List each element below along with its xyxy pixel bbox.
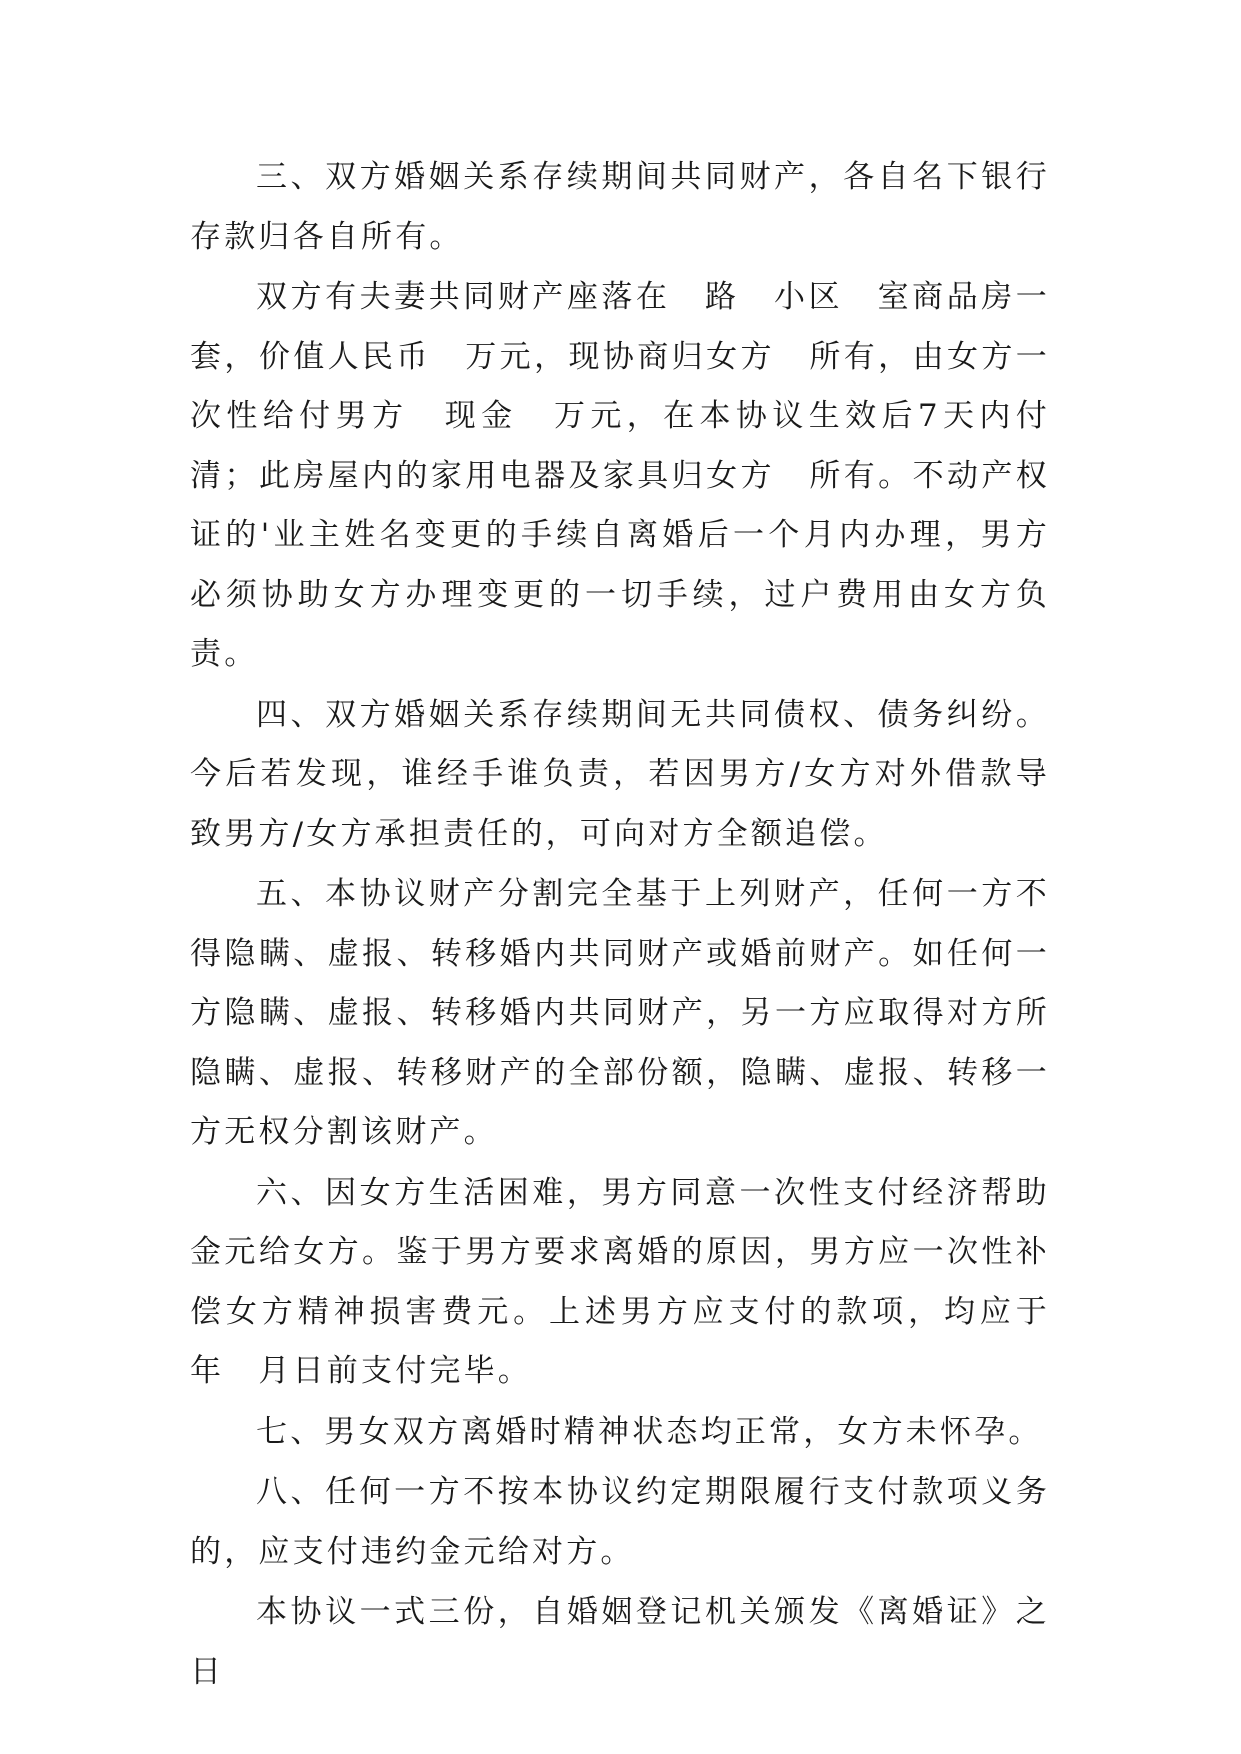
- clause-8-penalty: 八、任何一方不按本协议约定期限履行支付款项义务的，应支付违约金元给对方。: [190, 1474, 1050, 1570]
- document-page: [190, 148, 1085, 1703]
- clause-7-mental-state: 七、男女双方离婚时精神状态均正常，女方未怀孕。: [256, 1413, 1043, 1450]
- clause-3-bank-deposits: 三、双方婚姻关系存续期间共同财产，各自名下银行存款归各自所有。: [190, 159, 1050, 255]
- clause-5-property-division: 五、本协议财产分割完全基于上列财产，任何一方不得隐瞒、虚报、转移婚内共同财产或婚前财产。如任何一方隐瞒、虚报、转移婚内共同财产，另一方应取得对方所隐瞒、虚报、转移财产的全部份额，隐瞒、虚报、转移一方无权分割该财产。: [190, 876, 1050, 1150]
- clause-4-debts: 四、双方婚姻关系存续期间无共同债权、债务纠纷。今后若发现，谁经手谁负责，若因男方/女方对外借款导致男方/女方承担责任的，可向对方全额追偿。: [190, 696, 1050, 852]
- clause-3-real-estate: 双方有夫妻共同财产座落在 路 小区 室商品房一套，价值人民币 万元，现协商归女方 所有，由女方一次性给付男方 现金 万元，在本协议生效后7天内付清；此房屋内的家用电器及家具归女方 所有。不动产权证的'业主姓名变更的手续自离婚后一个月内办理，男方必须协助女方办理变更的一切手续，过户费用由女方负责。: [190, 279, 1050, 672]
- closing-paragraph: 本协议一式三份，自婚姻登记机关颁发《离婚证》之日: [190, 1594, 1050, 1690]
- clause-6-compensation: 六、因女方生活困难，男方同意一次性支付经济帮助金元给女方。鉴于男方要求离婚的原因，男方应一次性补偿女方精神损害费元。上述男方应支付的款项，均应于 年 月日前支付完毕。: [190, 1174, 1085, 1389]
